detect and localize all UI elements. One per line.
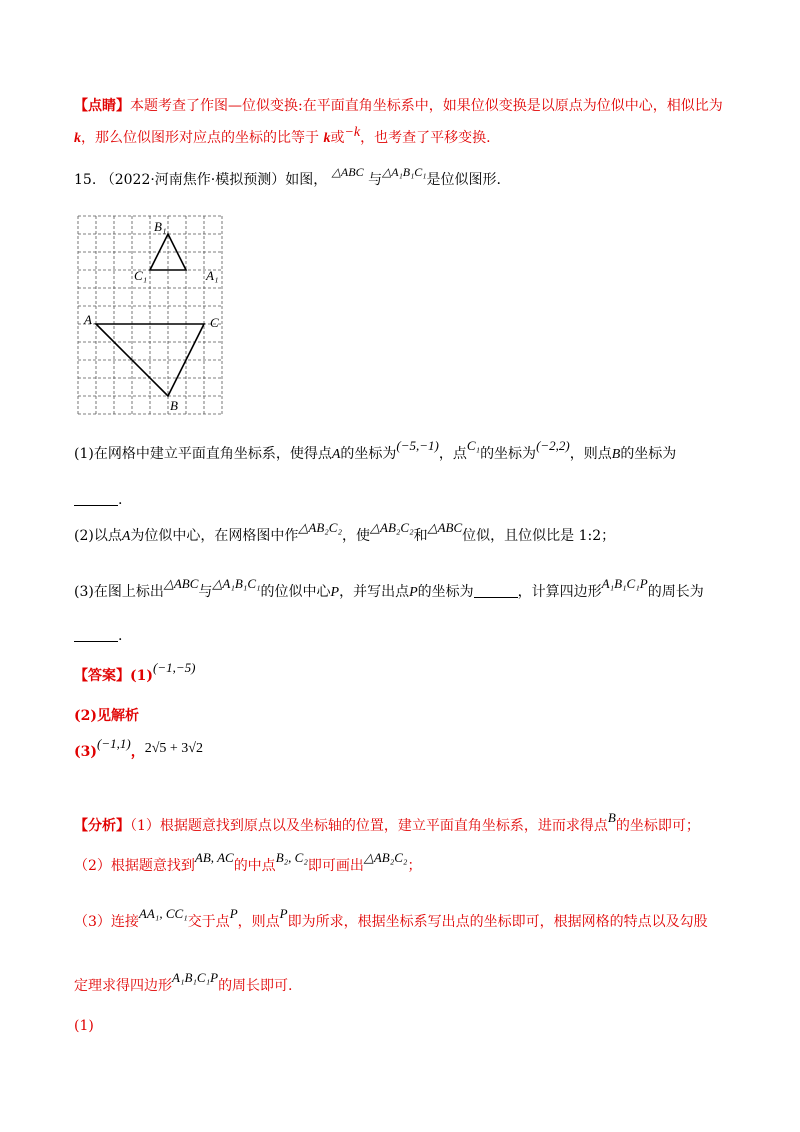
part2-tri3: △ABC xyxy=(427,520,463,535)
label-b: B xyxy=(170,398,178,413)
question-tri2: △A₁B₁C₁ xyxy=(382,165,427,179)
part2-text-d: 和 xyxy=(413,528,428,544)
analysis-line-1 xyxy=(74,810,700,836)
part3-tri2: △A₁B₁C₁ xyxy=(212,576,261,591)
part1-c1: C₁ xyxy=(466,438,481,453)
part1-coord-c1: (−2,2) xyxy=(536,438,570,453)
analysis-s1: （1）根据题意找到原点以及坐标轴的位置，建立平面直角坐标系，进而求得点 xyxy=(130,818,608,834)
part1-text-a: (1)在网格中建立平面直角坐标系，使得点 xyxy=(74,446,332,462)
analysis-s2-c: 即可画出 xyxy=(307,858,364,874)
label-c1: C₁ xyxy=(134,268,148,283)
question-with: 与 xyxy=(368,172,383,188)
question-15 xyxy=(74,165,501,190)
hint-text-2a: ，那么位似图形对应点的坐标的比等于 xyxy=(81,130,319,146)
grid-figure xyxy=(74,214,226,416)
label-b1: B₁ xyxy=(154,219,167,234)
solution-start-label: (1) xyxy=(74,1018,94,1034)
part3-text-f: 的周长为 xyxy=(647,584,704,600)
analysis-s4-quad: A₁B₁C₁P xyxy=(172,970,219,985)
analysis-s3-c: ，则点 xyxy=(237,914,280,930)
part3-end: . xyxy=(118,628,123,644)
analysis-s2-tri: △AB₂C₂ xyxy=(363,850,408,865)
answer-label: 【答案】 xyxy=(74,668,130,684)
analysis-s2-b: 的中点 xyxy=(233,858,276,874)
hint-line-2 xyxy=(74,125,491,149)
answer-1-prefix: (1) xyxy=(130,668,153,684)
answer-blank-1[interactable] xyxy=(74,491,118,506)
part3-text-b: 的位似中心 xyxy=(260,584,331,600)
hint-negk: −k xyxy=(344,125,361,140)
solution-start xyxy=(74,1016,94,1036)
answer-3 xyxy=(74,736,203,763)
analysis-line-2 xyxy=(74,850,422,876)
analysis-s3-p: P xyxy=(229,906,238,921)
question-number: 15. xyxy=(74,172,97,188)
analysis-s3-seg: AA₁, CC₁ xyxy=(138,906,188,921)
part2-a: A xyxy=(121,529,131,544)
part3-text-d: 的坐标为 xyxy=(417,584,474,600)
hint-text-1: 本题考查了作图—位似变换:在平面直角坐标系中，如果位似变换是以原点为位似中心，相似比为 xyxy=(130,98,723,114)
part2-tri: △AB₂C₂ xyxy=(298,520,342,535)
answer-3-perimeter: 2√5 + 3√2 xyxy=(144,741,203,756)
part1-text-c: ，点 xyxy=(438,446,467,462)
answer-3-sep: ， xyxy=(130,744,145,760)
hint-line-1 xyxy=(74,96,723,116)
analysis-s4-a: 定理求得四边形 xyxy=(74,978,172,994)
part3-quad: A₁B₁C₁P xyxy=(601,576,648,591)
analysis-s3-a: （3）连接 xyxy=(74,914,139,930)
label-c: C xyxy=(210,315,219,330)
answer-blank-3[interactable] xyxy=(74,627,118,642)
analysis-line-4 xyxy=(74,970,293,996)
answer-1 xyxy=(74,660,196,686)
hint-k: k xyxy=(74,131,81,146)
hint-label: 【点睛】 xyxy=(74,98,130,114)
analysis-s1-end: 的坐标即可； xyxy=(615,818,700,834)
part-1 xyxy=(74,438,677,465)
question-source: （2022·河南焦作·模拟预测）如图， xyxy=(100,172,328,188)
part1-coord-a: (−5,−1) xyxy=(396,438,439,453)
part3-text-e: ，计算四边形 xyxy=(517,584,602,600)
label-a: A xyxy=(84,312,92,327)
hint-or: 或 xyxy=(330,130,345,146)
part3-text-a: (3)在图上标出 xyxy=(74,584,164,600)
part1-text-e: ，则点 xyxy=(569,446,612,462)
part-3 xyxy=(74,576,704,603)
analysis-line-3 xyxy=(74,906,708,932)
analysis-s2-pts: B₂, C₂ xyxy=(275,850,308,865)
part1-text-b: 的坐标为 xyxy=(340,446,397,462)
answer-3-coord: (−1,1) xyxy=(97,736,131,751)
part1-b: B xyxy=(611,447,621,462)
part1-end: . xyxy=(118,492,123,508)
question-tail: 是位似图形. xyxy=(426,172,501,188)
part3-text-c: ，并写出点 xyxy=(339,584,410,600)
answer-1-value: (−1,−5) xyxy=(153,660,196,675)
part2-text-b: 为位似中心，在网格图中作 xyxy=(130,528,299,544)
analysis-s2-a: （2）根据题意找到 xyxy=(74,858,195,874)
hint-text-2b: ，也考查了平移变换. xyxy=(360,130,491,146)
answer-2-text: (2)见解析 xyxy=(74,708,139,724)
part-2 xyxy=(74,520,616,547)
part3-with: 与 xyxy=(198,584,213,600)
part3-p2: P xyxy=(409,585,418,600)
analysis-s3-b: 交于点 xyxy=(187,914,230,930)
part2-text-c: ，使 xyxy=(342,528,370,544)
part2-text-e: 位似，且位似比是 1:2； xyxy=(462,528,616,544)
part3-tri1: △ABC xyxy=(163,576,199,591)
answer-2 xyxy=(74,706,139,726)
question-tri1: △ABC xyxy=(331,165,364,179)
analysis-s4-b: 的周长即可. xyxy=(218,978,293,994)
analysis-label: 【分析】 xyxy=(74,818,130,834)
analysis-s1-b: B xyxy=(607,810,616,825)
analysis-s2-end: ； xyxy=(407,858,422,874)
answer-blank-2[interactable] xyxy=(474,583,518,598)
part3-p: P xyxy=(330,585,340,600)
part1-text-f: 的坐标为 xyxy=(620,446,677,462)
part1-a: A xyxy=(331,447,341,462)
part2-text-a: (2)以点 xyxy=(74,528,122,544)
analysis-s2-seg: AB, AC xyxy=(194,850,234,865)
grid-lines xyxy=(78,216,222,414)
label-a1: A₁ xyxy=(206,268,219,283)
part-3-blank xyxy=(74,626,122,646)
part1-text-d: 的坐标为 xyxy=(480,446,537,462)
analysis-s3-d: 即为所求，根据坐标系写出点的坐标即可，根据网格的特点以及勾股 xyxy=(287,914,708,930)
hint-k2: k xyxy=(323,131,331,146)
answer-3-prefix: (3) xyxy=(74,744,97,760)
analysis-s3-p2: P xyxy=(279,906,288,921)
part2-tri2: △AB₂C₂ xyxy=(370,520,414,535)
part-1-blank xyxy=(74,490,122,510)
